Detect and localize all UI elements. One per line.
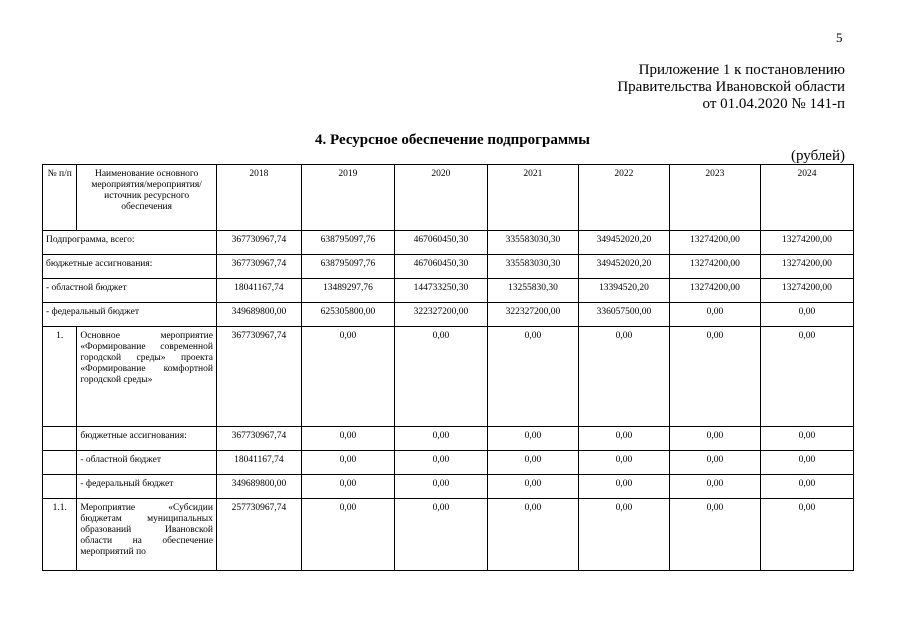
cell-value: 0,00 [487,327,578,427]
cell-value: 0,00 [760,451,853,475]
table-row [43,475,854,499]
table-row [43,451,854,475]
cell-value: 257730967,74 [216,499,301,571]
row-label: - федеральный бюджет [43,303,217,327]
cell-value: 13274200,00 [669,279,760,303]
cell-value: 0,00 [487,451,578,475]
cell-value: 0,00 [669,327,760,427]
cell-value: 13274200,00 [760,279,853,303]
cell-value: 0,00 [301,427,394,451]
header-year: 2021 [487,165,578,231]
cell-value: 0,00 [760,499,853,571]
cell-value: 0,00 [578,499,669,571]
cell-value: 638795097,76 [301,255,394,279]
table-row [43,327,854,427]
table-row [43,427,854,451]
table-row [43,279,854,303]
cell-value: 0,00 [578,327,669,427]
cell-value: 0,00 [301,327,394,427]
appendix-line-1: Приложение 1 к постановлению [638,62,845,78]
cell-value: 0,00 [301,499,394,571]
cell-value: 625305800,00 [301,303,394,327]
cell-value: 467060450,30 [394,255,487,279]
cell-value: 18041167,74 [216,451,301,475]
cell-value: 18041167,74 [216,279,301,303]
header-num: № п/п [43,165,77,231]
cell-value: 0,00 [487,475,578,499]
header-year: 2020 [394,165,487,231]
row-number: 1.1. [43,499,77,571]
row-label: бюджетные ассигнования: [77,427,217,451]
cell-value: 0,00 [578,451,669,475]
cell-value: 0,00 [301,475,394,499]
table-row [43,231,854,255]
row-label: Мероприятие «Субсидии бюджетам муниципальных образований Ивановской области на обеспечение мероприятий по [77,499,217,571]
cell-value: 322327200,00 [487,303,578,327]
cell-value: 349452020,20 [578,255,669,279]
row-label: - федеральный бюджет [77,475,217,499]
cell-value: 0,00 [394,451,487,475]
table-row [43,303,854,327]
section-title: 4. Ресурсное обеспечение подпрограммы [315,132,590,148]
row-label: бюджетные ассигнования: [43,255,217,279]
cell-value: 335583030,30 [487,255,578,279]
cell-value: 367730967,74 [216,255,301,279]
cell-value: 0,00 [669,427,760,451]
cell-value: 638795097,76 [301,231,394,255]
row-label: - областной бюджет [43,279,217,303]
cell-value: 13274200,00 [760,255,853,279]
cell-value: 367730967,74 [216,327,301,427]
table-row [43,255,854,279]
header-year: 2024 [760,165,853,231]
header-year: 2022 [578,165,669,231]
cell-value: 0,00 [669,499,760,571]
cell-value: 0,00 [669,451,760,475]
cell-value: 13255830,30 [487,279,578,303]
unit-label: (рублей) [790,148,845,164]
cell-value: 0,00 [760,303,853,327]
row-label: - областной бюджет [77,451,217,475]
row-label: Основное мероприятие «Формирование современной городской среды» проекта «Формирование комфортной городской среды» [77,327,217,427]
row-number [43,427,77,451]
cell-value: 0,00 [760,475,853,499]
header-year: 2019 [301,165,394,231]
cell-value: 144733250,30 [394,279,487,303]
cell-value: 13274200,00 [669,255,760,279]
cell-value: 0,00 [487,427,578,451]
appendix-line-3: от 01.04.2020 № 141-п [702,96,845,112]
cell-value: 335583030,30 [487,231,578,255]
header-year: 2018 [216,165,301,231]
cell-value: 0,00 [394,499,487,571]
cell-value: 0,00 [394,427,487,451]
cell-value: 0,00 [578,475,669,499]
row-label: Подпрограмма, всего: [43,231,217,255]
cell-value: 0,00 [669,475,760,499]
table-row [43,499,854,571]
cell-value: 0,00 [394,327,487,427]
cell-value: 336057500,00 [578,303,669,327]
cell-value: 367730967,74 [216,427,301,451]
row-number [43,451,77,475]
row-number [43,475,77,499]
cell-value: 0,00 [394,475,487,499]
header-name: Наименование основного мероприятия/мероприятия/ источник ресурсного обеспечения [77,165,217,231]
cell-value: 467060450,30 [394,231,487,255]
cell-value: 349452020,20 [578,231,669,255]
cell-value: 13489297,76 [301,279,394,303]
cell-value: 0,00 [578,427,669,451]
row-number: 1. [43,327,77,427]
cell-value: 0,00 [487,499,578,571]
cell-value: 322327200,00 [394,303,487,327]
cell-value: 0,00 [760,427,853,451]
resource-table [42,164,854,571]
table-header-row [43,165,854,231]
page-number: 5 [836,30,843,45]
cell-value: 0,00 [301,451,394,475]
cell-value: 367730967,74 [216,231,301,255]
cell-value: 0,00 [669,303,760,327]
cell-value: 13274200,00 [669,231,760,255]
cell-value: 349689800,00 [216,475,301,499]
appendix-line-2: Правительства Ивановской области [617,79,845,95]
cell-value: 13274200,00 [760,231,853,255]
cell-value: 349689800,00 [216,303,301,327]
cell-value: 13394520,20 [578,279,669,303]
appendix-block [617,62,845,113]
cell-value: 0,00 [760,327,853,427]
header-year: 2023 [669,165,760,231]
